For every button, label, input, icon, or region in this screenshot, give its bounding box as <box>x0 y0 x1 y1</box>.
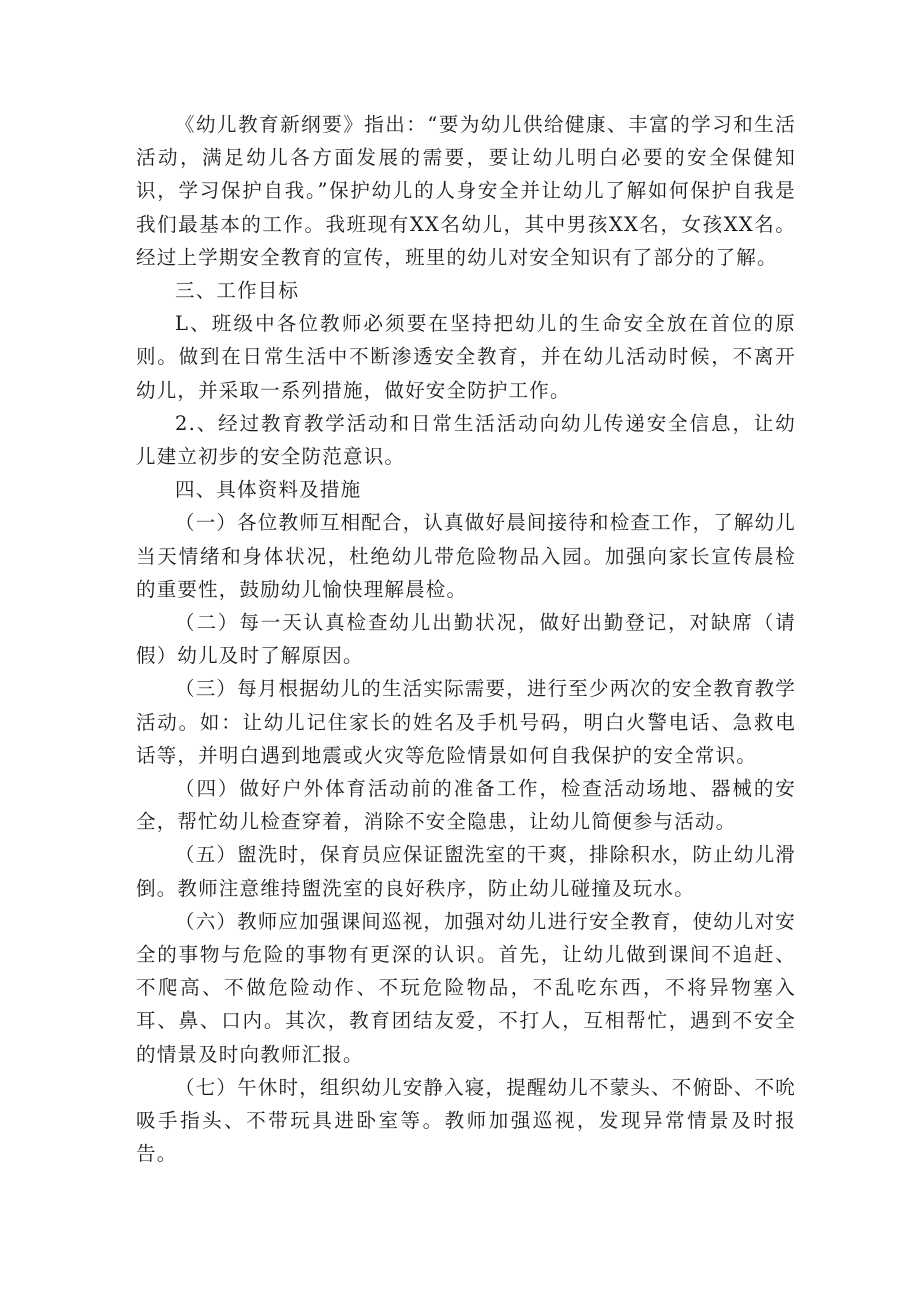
paragraph-goal-1: L、班级中各位教师必须要在坚持把幼儿的生命安全放在首位的原则。做到在日常生活中不断渗透安全教育，并在幼儿活动时候，不离开幼儿，并采取一系列措施，做好安全防护工作。 <box>136 312 796 402</box>
document-page <box>136 108 796 1171</box>
heading-work-goals: 三、工作目标 <box>175 279 300 303</box>
paragraph-measure-4: （四）做好户外体育活动前的准备工作，检查活动场地、器械的安全，帮忙幼儿检查穿着，消除不安全隐患，让幼儿简便参与活动。 <box>136 777 796 834</box>
paragraph-intro: 《幼儿教育新纲要》指出：“要为幼儿供给健康、丰富的学习和生活活动，满足幼儿各方面发展的需要，要让幼儿明白必要的安全保健知识，学习保护自我。”保护幼儿的人身安全并让幼儿了解如何保护自我是我们最基本的工作。我班现有XX名幼儿，其中男孩XX名，女孩XX名。经过上学期安全教育的宣传，班里的幼儿对安全知识有了部分的了解。 <box>136 113 796 269</box>
paragraph-measure-5: （五）盥洗时，保育员应保证盥洗室的干爽，排除积水，防止幼儿滑倒。教师注意维持盥洗室的良好秩序，防止幼儿碰撞及玩水。 <box>136 843 797 900</box>
paragraph-measure-1: （一）各位教师互相配合，认真做好晨间接待和检查工作，了解幼儿当天情绪和身体状况，杜绝幼儿带危险物品入园。加强向家长宣传晨检的重要性，鼓励幼儿愉快理解晨检。 <box>136 511 797 601</box>
paragraph-measure-3: （三）每月根据幼儿的生活实际需要，进行至少两次的安全教育教学活动。如：让幼儿记住家长的姓名及手机号码，明白火警电话、急救电话等，并明白遇到地震或火灾等危险情景如何自我保护的安全常识。 <box>136 677 797 767</box>
paragraph-measure-2: （二）每一天认真检查幼儿出勤状况，做好出勤登记，对缺席（请假）幼儿及时了解原因。 <box>136 611 796 668</box>
paragraph-goal-2: 2.、经过教育教学活动和日常生活活动向幼儿传递安全信息，让幼儿建立初步的安全防范意识。 <box>136 411 796 469</box>
paragraph-measure-6: （六）教师应加强课间巡视，加强对幼儿进行安全教育，使幼儿对安全的事物与危险的事物有更深的认识。首先，让幼儿做到课间不追赶、不爬高、不做危险动作、不玩危险物品，不乱吃东西，不将异物塞入耳、鼻、口内。其次，教育团结友爱，不打人，互相帮忙，遇到不安全的情景及时向教师汇报。 <box>136 909 797 1066</box>
heading-measures: 四、具体资料及措施 <box>175 478 362 502</box>
paragraph-measure-7: （七）午休时，组织幼儿安静入寝，提醒幼儿不蒙头、不俯卧、不吮吸手指头、不带玩具进卧室等。教师加强巡视，发现异常情景及时报告。 <box>136 1075 797 1166</box>
